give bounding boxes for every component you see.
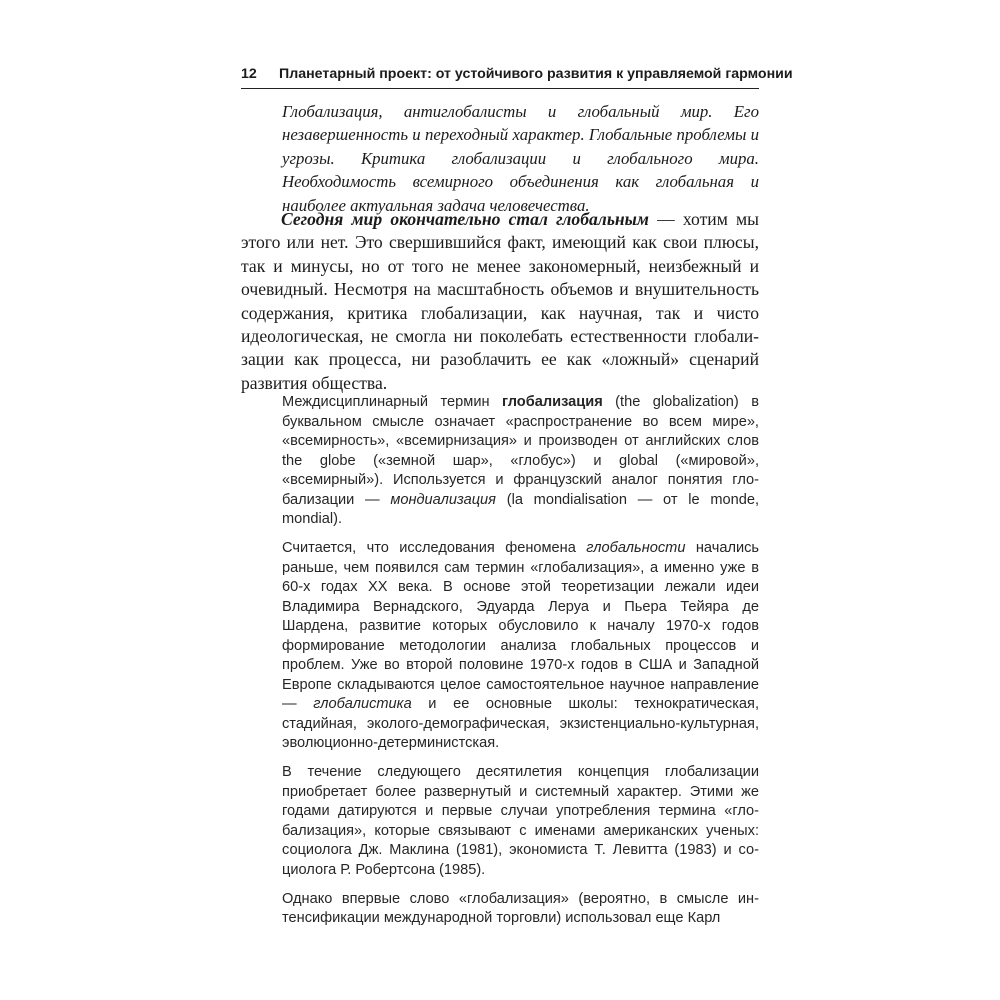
inset-p2-text-a: Считается, что исследования феномена (282, 540, 587, 556)
intro-paragraph (241, 208, 759, 395)
inset-p1-text-b: (the globalization) в буквальном смысле означает «распространение во всем мире», «всемирность», «всемирнизация» и производен от английских слов the globe («земной шар», «глобус») и global («мировой», «всемирный»). Используется и французский аналог понятия глобализации — (282, 394, 759, 508)
running-title: Планетарный проект: от устойчивого развития к управляемой гармонии (279, 66, 793, 82)
abstract-text: Глобализация, антиглобалисты и глобальный мир. Его незавершенность и переходный характер. Глобальные проблемы и угрозы. Критика глобализации и глобального мира. Необходимость всемирного объединения как глобальная и наиболее актуальная задача человечества. (282, 102, 759, 215)
inset-paragraph-3: В течение следующего десятилетия концепция глобализации приобретает более развернутый и системный характер. Этими же годами датируются и первые случаи употребления термина «глобализация», которые связывают с именами американских ученых: социолога Дж. Маклина (1981), экономиста Т. Левитта (1983) и социолога Р. Робертсона (1985). (282, 764, 759, 878)
inset-paragraph-2 (282, 539, 759, 754)
inset-paragraph-1 (282, 393, 759, 530)
inset-p1-text-a: Междисциплинарный термин (282, 394, 502, 410)
term-globality: глобальности (586, 540, 686, 556)
inset-paragraph-4: Однако впервые слово «глобализация» (вероятно, в смысле интенсификации международной торговли) использовал еще Карл (282, 890, 759, 926)
inset-block (282, 393, 759, 938)
inset-p1-text-c: (la mondialisation — от le monde, mondial). (282, 491, 759, 527)
intro-text: — хотим мы этого или нет. Это свершившийся факт, имеющий как свои плюсы, так и минусы, но от того не менее закономерный, неизбежный и очевидный. Несмотря на масштабность объемов и внушительность содержания, критика глобализации, как научная, так и чисто идеологическая, не смогла ни поколебать естественности глобализации как процесса, ни разоблачить ее как «ложный» сценарий развития общества. (241, 209, 759, 393)
inset-p2-text-c: и ее основные школы: технократическая, стадийная, эколого-демографическая, экзистенциально-культурная, эволюционно-детерминистская. (282, 696, 759, 751)
running-header (241, 60, 793, 89)
inset-p2-text-b: начались раньше, чем появился сам термин «глобализация», а именно уже в 60-х годах XX века. В основе этой теоретизации лежали идеи Владимира Вернадского, Эдуарда Леруа и Пьера Тейяра де Шардена, развитие которых обусловило к началу 1970-х годов формирование методологии анализа глобальных процессов и проблем. Уже во второй половине 1970-х годов в США и Западной Европе складываются целое самостоятельное научное направление — (282, 540, 760, 712)
term-mondialization: мондиализация (390, 491, 496, 508)
chapter-abstract (282, 100, 759, 217)
term-globalization: глобализация (502, 394, 603, 410)
term-globalistics: глобалистика (313, 696, 412, 712)
intro-lead: Сегодня мир окончательно стал глобальным (281, 209, 649, 229)
page-number: 12 (241, 66, 257, 82)
